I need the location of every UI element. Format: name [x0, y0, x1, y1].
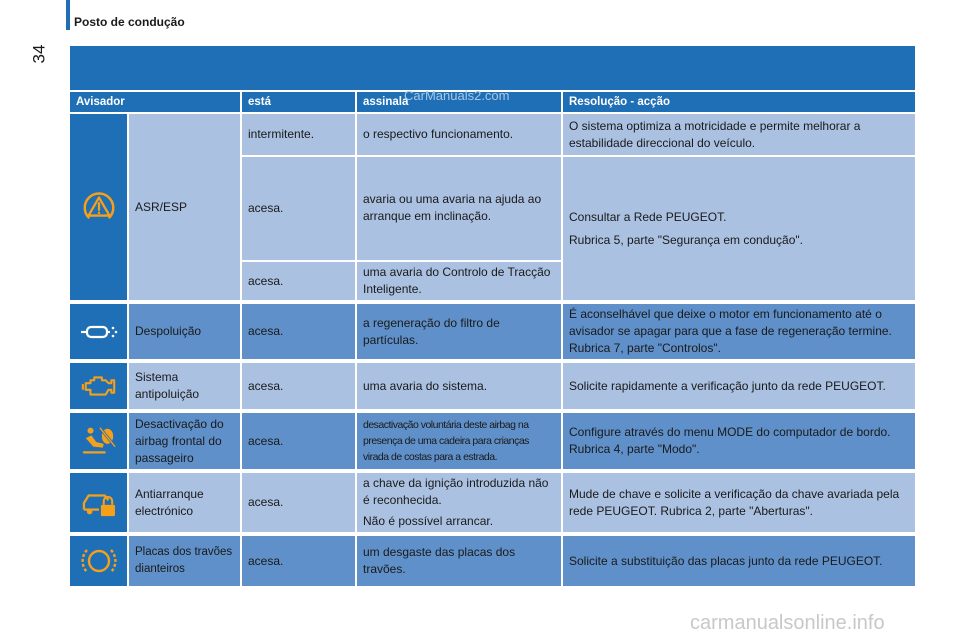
asr-action-p2: Rubrica 5, parte "Segurança em condução".	[569, 232, 803, 247]
antiarranque-signal-p2: Não é possível arrancar.	[363, 514, 494, 528]
despoluicao-action: É aconselhável que deixe o motor em funcionamento até o avisador se apagar para que a fase de regeneração termine. Rubrica 7, parte "Controlos".	[563, 304, 915, 359]
particle-filter-icon	[79, 320, 119, 344]
airbag-name: Desactivação do airbag frontal do passageiro	[129, 413, 240, 469]
airbag-signal: desactivação voluntária deste airbag na presença de uma cadeira para crianças virada de costas para a estrada.	[357, 413, 561, 469]
asr-signal-2: avaria ou uma avaria na ajuda ao arranque em inclinação.	[357, 157, 561, 260]
travoes-icon-cell	[70, 536, 127, 586]
despoluicao-name: Despoluição	[129, 304, 240, 359]
antipoluicao-icon-cell	[70, 363, 127, 409]
travoes-action: Solicite a substituição das placas junto da rede PEUGEOT.	[563, 536, 915, 586]
despoluicao-state: acesa.	[242, 304, 355, 359]
antiarranque-signal-p1: a chave da ignição introduzida não é reconhecida.	[363, 476, 549, 507]
column-header-assinala: assinala	[357, 92, 561, 112]
asr-action-shared	[563, 157, 915, 300]
antiarranque-signal	[357, 473, 561, 532]
asr-state-2: acesa.	[242, 157, 355, 260]
antipoluicao-state: acesa.	[242, 363, 355, 409]
despoluicao-signal: a regeneração do filtro de partículas.	[357, 304, 561, 359]
antipoluicao-signal: uma avaria do sistema.	[357, 363, 561, 409]
watermark-top: CarManuals2.com	[404, 88, 510, 103]
column-header-resolucao: Resolução - acção	[563, 92, 915, 112]
airbag-state: acesa.	[242, 413, 355, 469]
antiarranque-state: acesa.	[242, 473, 355, 532]
asr-action-1: O sistema optimiza a motricidade e permite melhorar a estabilidade direccional do veículo.	[563, 114, 915, 155]
airbag-off-icon	[80, 424, 118, 458]
asr-icon-cell	[70, 114, 127, 300]
asr-name: ASR/ESP	[129, 114, 240, 300]
antipoluicao-action: Solicite rapidamente a verificação junto da rede PEUGEOT.	[563, 363, 915, 409]
airbag-icon-cell	[70, 413, 127, 469]
column-header-avisador: Avisador	[70, 92, 240, 112]
travoes-state: acesa.	[242, 536, 355, 586]
column-header-esta: está	[242, 92, 355, 112]
brake-pads-icon	[79, 541, 119, 581]
section-marker-bar	[66, 0, 70, 30]
warning-lights-table	[70, 92, 915, 588]
asr-signal-3: uma avaria do Controlo de Tracção Inteligente.	[357, 262, 561, 300]
antiarranque-action: Mude de chave e solicite a verificação da chave avariada pela rede PEUGEOT. Rubrica 2, parte "Aberturas".	[563, 473, 915, 532]
car-lock-icon	[80, 487, 118, 519]
travoes-signal: um desgaste das placas dos travões.	[357, 536, 561, 586]
warning-triangle-icon	[80, 188, 118, 226]
asr-action-p1: Consultar a Rede PEUGEOT.	[569, 209, 727, 224]
antiarranque-icon-cell	[70, 473, 127, 532]
asr-signal-1: o respectivo funcionamento.	[357, 114, 561, 155]
table-banner	[70, 46, 915, 90]
antiarranque-name: Antiarranque electrónico	[129, 473, 240, 532]
asr-state-3: acesa.	[242, 262, 355, 300]
travoes-name: Placas dos travões dianteiros	[129, 536, 240, 586]
page-number: 34	[29, 44, 49, 64]
watermark-footer: carmanualsonline.info	[690, 612, 885, 634]
antipoluicao-name: Sistema antipoluição	[129, 363, 240, 409]
engine-icon	[80, 372, 118, 400]
airbag-action: Configure através do menu MODE do computador de bordo. Rubrica 4, parte "Modo".	[563, 413, 915, 469]
despoluicao-icon-cell	[70, 304, 127, 359]
section-title: Posto de condução	[74, 15, 185, 29]
asr-state-1: intermitente.	[242, 114, 355, 155]
